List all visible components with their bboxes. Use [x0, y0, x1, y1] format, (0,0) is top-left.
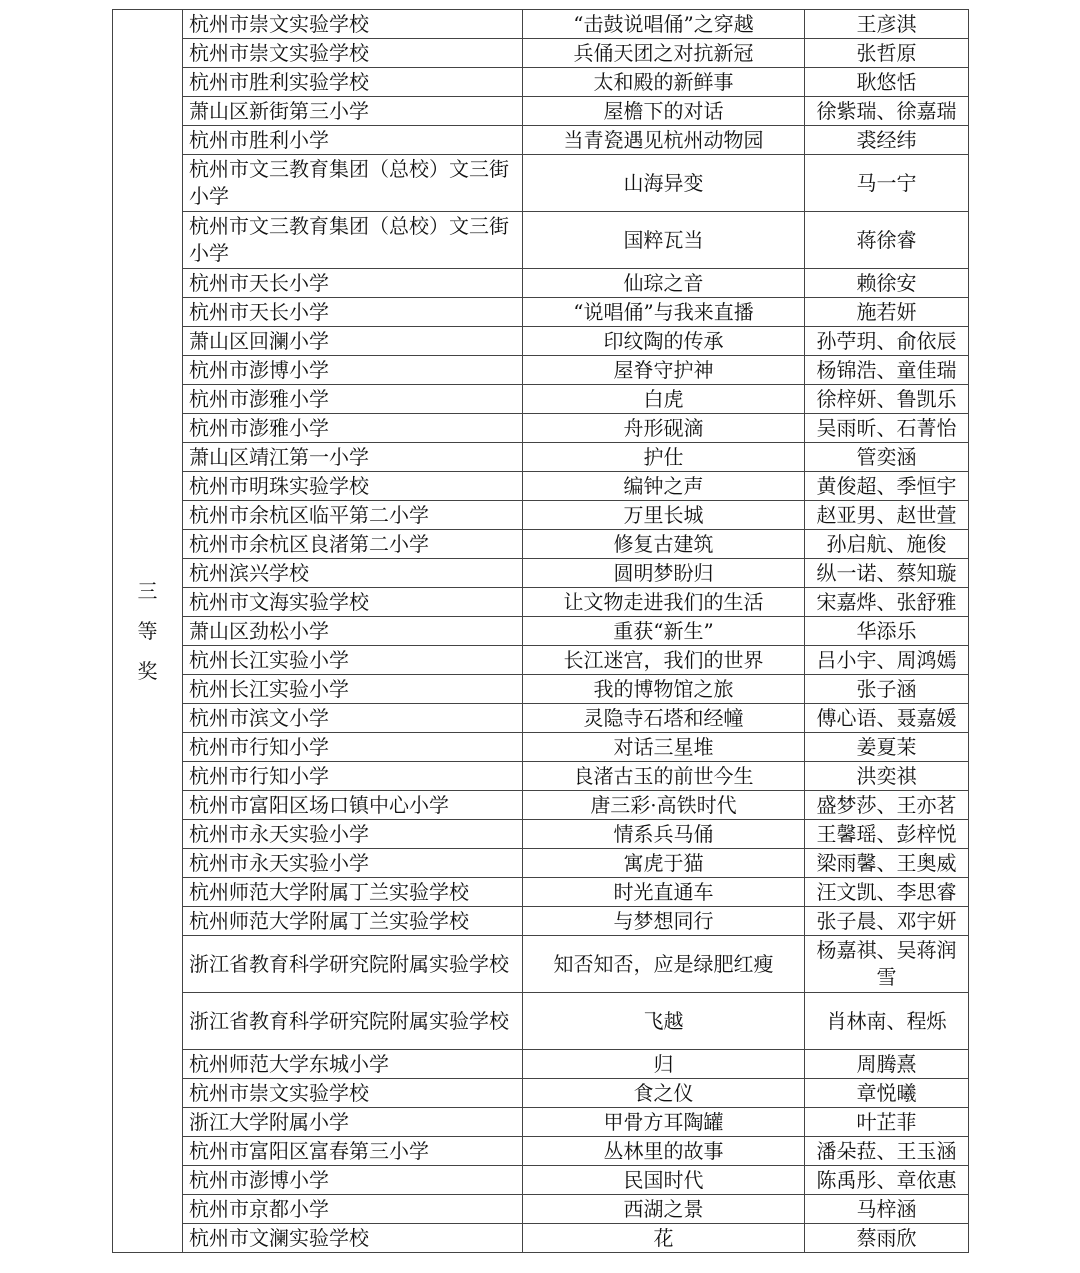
work-title-cell: 护仕 — [523, 443, 805, 472]
table-row — [113, 993, 969, 1050]
table-row — [113, 39, 969, 68]
table-row — [113, 10, 969, 39]
table-row — [113, 907, 969, 936]
student-names-cell: 管奕涵 — [805, 443, 969, 472]
table-row — [113, 1108, 969, 1137]
school-cell: 杭州市文三教育集团（总校）文三街小学 — [183, 155, 523, 212]
student-names-cell: 裘经纬 — [805, 126, 969, 155]
student-names-cell: 汪文凯、李思睿 — [805, 878, 969, 907]
work-title-cell: 飞越 — [523, 993, 805, 1050]
work-title-cell: 情系兵马俑 — [523, 820, 805, 849]
school-cell: 杭州市行知小学 — [183, 762, 523, 791]
table-row — [113, 414, 969, 443]
school-cell: 杭州市文三教育集团（总校）文三街小学 — [183, 212, 523, 269]
table-row — [113, 733, 969, 762]
work-title-cell: 让文物走进我们的生活 — [523, 588, 805, 617]
school-cell: 杭州市澎雅小学 — [183, 414, 523, 443]
work-title-cell: 与梦想同行 — [523, 907, 805, 936]
school-cell: 杭州师范大学附属丁兰实验学校 — [183, 878, 523, 907]
work-title-cell: 屋檐下的对话 — [523, 97, 805, 126]
school-cell: 杭州市澎博小学 — [183, 1166, 523, 1195]
school-cell: 浙江省教育科学研究院附属实验学校 — [183, 993, 523, 1050]
work-title-cell: 太和殿的新鲜事 — [523, 68, 805, 97]
prize-level-cell — [113, 10, 183, 1253]
award-list-table — [112, 9, 969, 1253]
work-title-cell: 仙琮之音 — [523, 269, 805, 298]
table-row — [113, 559, 969, 588]
school-cell: 杭州市京都小学 — [183, 1195, 523, 1224]
student-names-cell: 吕小宇、周鸿嫣 — [805, 646, 969, 675]
student-names-cell: 吴雨昕、石菁怡 — [805, 414, 969, 443]
student-names-cell: 蔡雨欣 — [805, 1224, 969, 1253]
student-names-cell: 陈禹彤、章依惠 — [805, 1166, 969, 1195]
school-cell: 杭州市天长小学 — [183, 269, 523, 298]
school-cell: 杭州市余杭区临平第二小学 — [183, 501, 523, 530]
table-row — [113, 68, 969, 97]
work-title-cell: 时光直通车 — [523, 878, 805, 907]
student-names-cell: 周腾熹 — [805, 1050, 969, 1079]
student-names-cell: 纵一诺、蔡知璇 — [805, 559, 969, 588]
student-names-cell: 黄俊超、季恒宇 — [805, 472, 969, 501]
work-title-cell: 对话三星堆 — [523, 733, 805, 762]
table-row — [113, 791, 969, 820]
table-row — [113, 646, 969, 675]
student-names-cell: 马梓涵 — [805, 1195, 969, 1224]
student-names-cell: 王彦淇 — [805, 10, 969, 39]
work-title-cell: 知否知否，应是绿肥红瘦 — [523, 936, 805, 993]
school-cell: 萧山区靖江第一小学 — [183, 443, 523, 472]
student-names-cell: 耿悠恬 — [805, 68, 969, 97]
student-names-cell: 宋嘉烨、张舒雅 — [805, 588, 969, 617]
work-title-cell: 唐三彩·高铁时代 — [523, 791, 805, 820]
student-names-cell: 肖林南、程烁 — [805, 993, 969, 1050]
student-names-cell: 徐紫瑞、徐嘉瑞 — [805, 97, 969, 126]
student-names-cell: 孙启航、施俊 — [805, 530, 969, 559]
table-row — [113, 617, 969, 646]
school-cell: 杭州市明珠实验学校 — [183, 472, 523, 501]
work-title-cell: 我的博物馆之旅 — [523, 675, 805, 704]
work-title-cell: 兵俑天团之对抗新冠 — [523, 39, 805, 68]
work-title-cell: 国粹瓦当 — [523, 212, 805, 269]
student-names-cell: 赖徐安 — [805, 269, 969, 298]
work-title-cell: 甲骨方耳陶罐 — [523, 1108, 805, 1137]
table-row — [113, 356, 969, 385]
work-title-cell: 圆明梦盼归 — [523, 559, 805, 588]
school-cell: 杭州市富阳区富春第三小学 — [183, 1137, 523, 1166]
table-row — [113, 849, 969, 878]
school-cell: 杭州长江实验小学 — [183, 675, 523, 704]
school-cell: 杭州市崇文实验学校 — [183, 10, 523, 39]
school-cell: 杭州市天长小学 — [183, 298, 523, 327]
student-names-cell: 蒋徐睿 — [805, 212, 969, 269]
table-row — [113, 298, 969, 327]
table-row — [113, 327, 969, 356]
work-title-cell: 印纹陶的传承 — [523, 327, 805, 356]
table-row — [113, 385, 969, 414]
work-title-cell: 良渚古玉的前世今生 — [523, 762, 805, 791]
table-row — [113, 530, 969, 559]
student-names-cell: 施若妍 — [805, 298, 969, 327]
student-names-cell: 张子涵 — [805, 675, 969, 704]
school-cell: 杭州市崇文实验学校 — [183, 39, 523, 68]
table-row — [113, 820, 969, 849]
student-names-cell: 叶芷菲 — [805, 1108, 969, 1137]
student-names-cell: 华添乐 — [805, 617, 969, 646]
table-row — [113, 1137, 969, 1166]
school-cell: 杭州市澎雅小学 — [183, 385, 523, 414]
work-title-cell: “说唱俑”与我来直播 — [523, 298, 805, 327]
student-names-cell: 洪奕祺 — [805, 762, 969, 791]
work-title-cell: 寓虎于猫 — [523, 849, 805, 878]
work-title-cell: 万里长城 — [523, 501, 805, 530]
table-row — [113, 878, 969, 907]
school-cell: 浙江大学附属小学 — [183, 1108, 523, 1137]
school-cell: 杭州市永天实验小学 — [183, 820, 523, 849]
table-row — [113, 97, 969, 126]
work-title-cell: 屋脊守护神 — [523, 356, 805, 385]
work-title-cell: “击鼓说唱俑”之穿越 — [523, 10, 805, 39]
school-cell: 杭州滨兴学校 — [183, 559, 523, 588]
student-names-cell: 孙苧玥、俞依辰 — [805, 327, 969, 356]
school-cell: 杭州市澎博小学 — [183, 356, 523, 385]
work-title-cell: 修复古建筑 — [523, 530, 805, 559]
table-row — [113, 501, 969, 530]
student-names-cell: 马一宁 — [805, 155, 969, 212]
school-cell: 杭州市富阳区场口镇中心小学 — [183, 791, 523, 820]
school-cell: 萧山区劲松小学 — [183, 617, 523, 646]
table-row — [113, 1050, 969, 1079]
work-title-cell: 山海异变 — [523, 155, 805, 212]
work-title-cell: 舟形砚滴 — [523, 414, 805, 443]
work-title-cell: 食之仪 — [523, 1079, 805, 1108]
work-title-cell: 归 — [523, 1050, 805, 1079]
work-title-cell: 民国时代 — [523, 1166, 805, 1195]
student-names-cell: 章悦曦 — [805, 1079, 969, 1108]
table-row — [113, 1224, 969, 1253]
table-row — [113, 936, 969, 993]
school-cell: 萧山区新街第三小学 — [183, 97, 523, 126]
school-cell: 杭州市文澜实验学校 — [183, 1224, 523, 1253]
student-names-cell: 姜夏茉 — [805, 733, 969, 762]
table-row — [113, 762, 969, 791]
table-row — [113, 472, 969, 501]
student-names-cell: 梁雨馨、王奥威 — [805, 849, 969, 878]
school-cell: 杭州市永天实验小学 — [183, 849, 523, 878]
student-names-cell: 王馨瑶、彭梓悦 — [805, 820, 969, 849]
table-row — [113, 704, 969, 733]
student-names-cell: 潘朵菈、王玉涵 — [805, 1137, 969, 1166]
table-row — [113, 675, 969, 704]
work-title-cell: 灵隐寺石塔和经幢 — [523, 704, 805, 733]
work-title-cell: 重获“新生” — [523, 617, 805, 646]
table-row — [113, 212, 969, 269]
work-title-cell: 长江迷宫，我们的世界 — [523, 646, 805, 675]
school-cell: 萧山区回澜小学 — [183, 327, 523, 356]
student-names-cell: 徐梓妍、鲁凯乐 — [805, 385, 969, 414]
work-title-cell: 编钟之声 — [523, 472, 805, 501]
school-cell: 杭州市胜利小学 — [183, 126, 523, 155]
school-cell: 浙江省教育科学研究院附属实验学校 — [183, 936, 523, 993]
school-cell: 杭州市滨文小学 — [183, 704, 523, 733]
table-row — [113, 126, 969, 155]
student-names-cell: 赵亚男、赵世萱 — [805, 501, 969, 530]
school-cell: 杭州市行知小学 — [183, 733, 523, 762]
school-cell: 杭州师范大学附属丁兰实验学校 — [183, 907, 523, 936]
table-row — [113, 1079, 969, 1108]
table-row — [113, 1195, 969, 1224]
school-cell: 杭州市文海实验学校 — [183, 588, 523, 617]
school-cell: 杭州市崇文实验学校 — [183, 1079, 523, 1108]
school-cell: 杭州师范大学东城小学 — [183, 1050, 523, 1079]
work-title-cell: 西湖之景 — [523, 1195, 805, 1224]
student-names-cell: 张子晨、邓宇妍 — [805, 907, 969, 936]
work-title-cell: 白虎 — [523, 385, 805, 414]
table-row — [113, 1166, 969, 1195]
prize-level-label: 三等奖 — [137, 579, 158, 683]
work-title-cell: 丛林里的故事 — [523, 1137, 805, 1166]
table-row — [113, 155, 969, 212]
table-row — [113, 588, 969, 617]
work-title-cell: 花 — [523, 1224, 805, 1253]
table-row — [113, 443, 969, 472]
school-cell: 杭州长江实验小学 — [183, 646, 523, 675]
table-row — [113, 269, 969, 298]
work-title-cell: 当青瓷遇见杭州动物园 — [523, 126, 805, 155]
student-names-cell: 杨嘉祺、吴蒋润雪 — [805, 936, 969, 993]
award-list-body — [113, 10, 969, 1253]
student-names-cell: 盛梦莎、王亦茗 — [805, 791, 969, 820]
school-cell: 杭州市胜利实验学校 — [183, 68, 523, 97]
school-cell: 杭州市余杭区良渚第二小学 — [183, 530, 523, 559]
student-names-cell: 杨锦浩、童佳瑞 — [805, 356, 969, 385]
student-names-cell: 张哲原 — [805, 39, 969, 68]
student-names-cell: 傅心语、聂嘉媛 — [805, 704, 969, 733]
